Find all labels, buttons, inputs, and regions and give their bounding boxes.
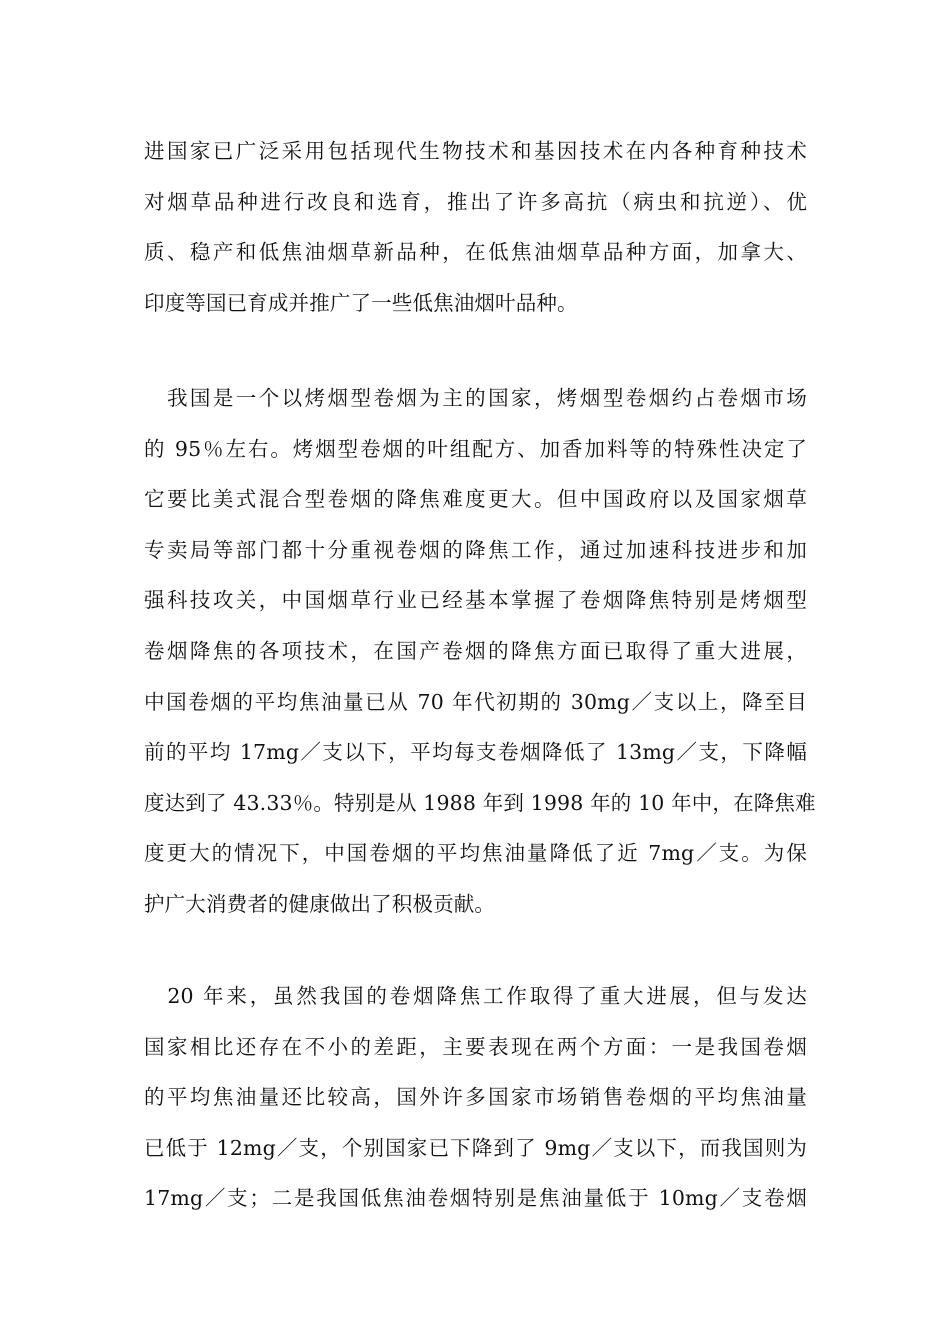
text-line: 度达到了 43.33％。特别是从 1988 年到 1998 年的 10 年中，在降焦难 [144,790,816,815]
text-line: 国家相比还存在不小的差距，主要表现在两个方面：一是我国卷烟 [144,1034,807,1059]
text-line: 的 95％左右。烤烟型卷烟的叶组配方、加香加料等的特殊性决定了 [144,436,807,461]
text-line: 它要比美式混合型卷烟的降焦难度更大。但中国政府以及国家烟草 [144,487,807,512]
paragraph-1 [144,126,807,328]
text-line: 护广大消费者的健康做出了积极贡献。 [144,891,496,916]
text-line: 强科技攻关，中国烟草行业已经基本掌握了卷烟降焦特别是烤烟型 [144,588,807,613]
text-line: 度更大的情况下，中国卷烟的平均焦油量降低了近 7mg／支。为保 [144,841,807,866]
text-line: 已低于 12mg／支，个别国家已下降到了 9mg／支以下，而我国则为 [144,1135,807,1160]
text-line: 专卖局等部门都十分重视卷烟的降焦工作，通过加速科技进步和加 [144,537,807,562]
text-line: 前的平均 17mg／支以下，平均每支卷烟降低了 13mg／支，下降幅 [144,740,807,765]
text-line: 进国家已广泛采用包括现代生物技术和基因技术在内各种育种技术 [144,139,807,163]
text-line: 20 年来，虽然我国的卷烟降焦工作取得了重大进展，但与发达 [144,984,807,1008]
text-line: 对烟草品种进行改良和选育，推出了许多高抗（病虫和抗逆）、优 [144,189,807,214]
paragraph-2 [144,373,816,930]
text-line: 我国是一个以烤烟型卷烟为主的国家，烤烟型卷烟约占卷烟市场 [144,386,807,410]
text-line: 卷烟降焦的各项技术，在国产卷烟的降焦方面已取得了重大进展， [144,638,807,663]
text-line: 17mg／支；二是我国低焦油卷烟特别是焦油量低于 10mg／支卷烟 [144,1186,807,1211]
text-line: 的平均焦油量还比较高，国外许多国家市场销售卷烟的平均焦油量 [144,1085,807,1110]
text-line: 质、稳产和低焦油烟草新品种，在低焦油烟草品种方面，加拿大、 [144,240,807,265]
paragraph-3 [144,971,807,1224]
text-line: 中国卷烟的平均焦油量已从 70 年代初期的 30mg／支以上，降至目 [144,689,807,714]
text-line: 印度等国已育成并推广了一些低焦油烟叶品种。 [144,290,578,315]
